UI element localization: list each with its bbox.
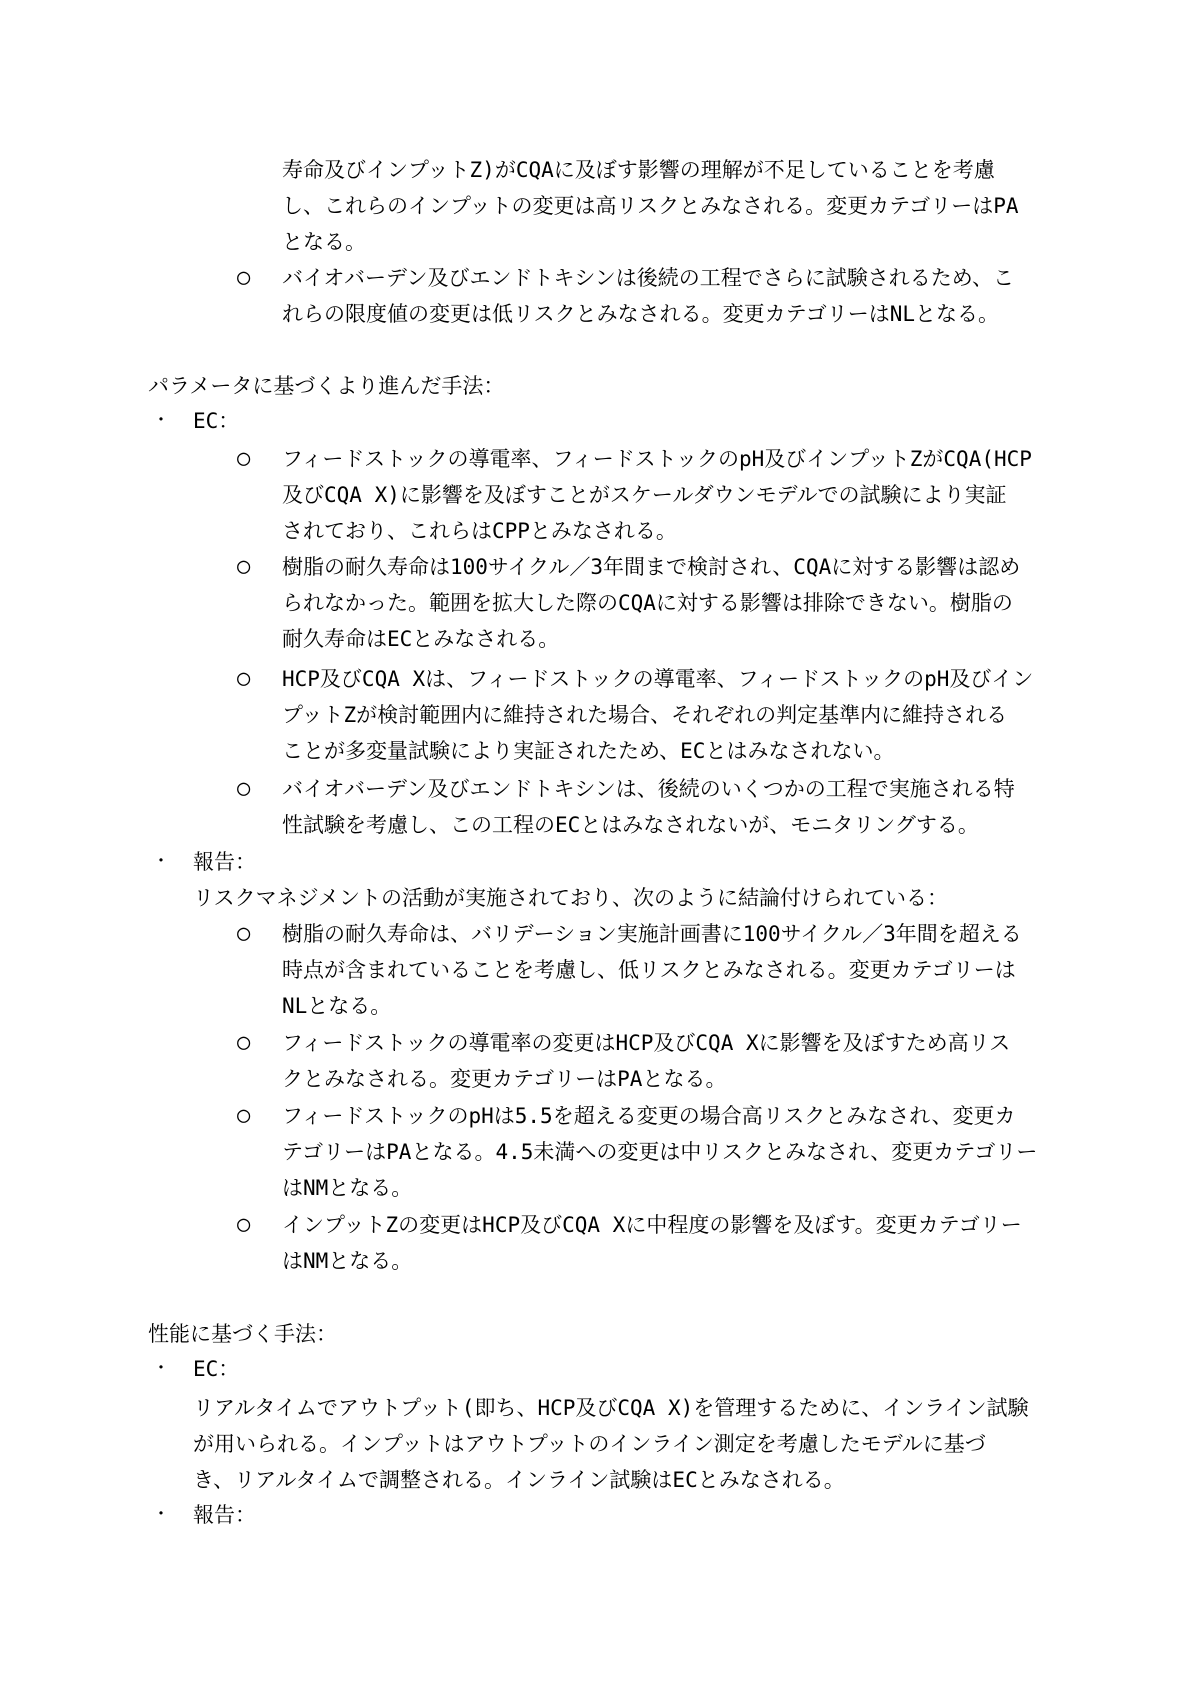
- circle-bullet-icon: ○: [237, 446, 251, 471]
- circle-bullet-icon: ○: [237, 666, 251, 691]
- subsection-label: EC：: [193, 1357, 240, 1381]
- section-heading: パラメータに基づくより進んだ手法：: [148, 374, 505, 398]
- text-line: れらの限度値の変更は低リスクとみなされる。変更カテゴリーはNLとなる。: [282, 302, 1000, 326]
- text-line: が用いられる。インプットはアウトプットのインライン測定を考慮したモデルに基づ: [193, 1432, 986, 1456]
- text-line: 樹脂の耐久寿命は100サイクル／3年間まで検討され、CQAに対する影響は認め: [282, 555, 1021, 579]
- circle-bullet-icon: ○: [237, 554, 251, 579]
- text-line: られなかった。範囲を拡大した際のCQAに対する影響は排除できない。樹脂の: [282, 591, 1013, 615]
- text-line: 耐久寿命はECとみなされる。: [282, 627, 560, 651]
- text-line: されており、これらはCPPとみなされる。: [282, 519, 677, 543]
- text-line: インプットZの変更はHCP及びCQA Xに中程度の影響を及ぼす。変更カテゴリー: [282, 1213, 1022, 1237]
- text-line: フィードストックの導電率、フィードストックのpH及びインプットZがCQA(HCP: [282, 447, 1032, 471]
- circle-bullet-icon: ○: [237, 921, 251, 946]
- text-line: 及びCQA X)に影響を及ぼすことがスケールダウンモデルでの試験により実証: [282, 483, 1007, 507]
- text-line: 樹脂の耐久寿命は、バリデーション実施計画書に100サイクル／3年間を超える: [282, 922, 1022, 946]
- subsection-label: 報告：: [193, 850, 256, 874]
- report-intro: リスクマネジメントの活動が実施されており、次のように結論付けられている：: [193, 886, 948, 910]
- circle-bullet-icon: ○: [237, 1103, 251, 1128]
- bullet-icon: ・: [152, 1504, 170, 1525]
- subsection-label: EC：: [193, 409, 240, 433]
- text-line: はNMとなる。: [282, 1249, 413, 1273]
- text-line: HCP及びCQA Xは、フィードストックの導電率、フィードストックのpH及びイン: [282, 667, 1034, 691]
- text-line: プットZが検討範囲内に維持された場合、それぞれの判定基準内に維持される: [282, 703, 1008, 727]
- circle-bullet-icon: ○: [237, 265, 251, 290]
- text-line: 時点が含まれていることを考慮し、低リスクとみなされる。変更カテゴリーは: [282, 958, 1016, 982]
- text-line: 寿命及びインプットZ)がCQAに及ぼす影響の理解が不足していることを考慮: [282, 158, 995, 182]
- text-line: ことが多変量試験により実証されたため、ECとはみなされない。: [282, 739, 895, 763]
- text-line: き、リアルタイムで調整される。インライン試験はECとみなされる。: [193, 1468, 845, 1492]
- bullet-icon: ・: [152, 410, 170, 431]
- circle-bullet-icon: ○: [237, 1212, 251, 1237]
- circle-bullet-icon: ○: [237, 776, 251, 801]
- text-line: バイオバーデン及びエンドトキシンは、後続のいくつかの工程で実施される特: [282, 777, 1015, 801]
- text-line: テゴリーはPAとなる。4.5未満への変更は中リスクとみなされ、変更カテゴリー: [282, 1140, 1038, 1164]
- section-heading: 性能に基づく手法：: [148, 1322, 337, 1346]
- bullet-icon: ・: [152, 851, 170, 872]
- text-line: はNMとなる。: [282, 1176, 413, 1200]
- text-line: バイオバーデン及びエンドトキシンは後続の工程でさらに試験されるため、こ: [282, 266, 1014, 290]
- circle-bullet-icon: ○: [237, 1030, 251, 1055]
- text-line: NLとなる。: [282, 994, 392, 1018]
- text-line: クとみなされる。変更カテゴリーはPAとなる。: [282, 1067, 727, 1091]
- text-line: フィードストックのpHは5.5を超える変更の場合高リスクとみなされ、変更カ: [282, 1104, 1016, 1128]
- text-line: フィードストックの導電率の変更はHCP及びCQA Xに影響を及ぼすため高リス: [282, 1031, 1011, 1055]
- text-line: 性試験を考慮し、この工程のECとはみなされないが、モニタリングする。: [282, 813, 979, 837]
- text-line: リアルタイムでアウトプット(即ち、HCP及びCQA X)を管理するために、インライン試験: [193, 1396, 1029, 1420]
- subsection-label: 報告：: [193, 1503, 256, 1527]
- text-line: し、これらのインプットの変更は高リスクとみなされる。変更カテゴリーはPA: [282, 194, 1019, 218]
- text-line: となる。: [282, 230, 366, 254]
- bullet-icon: ・: [152, 1358, 170, 1379]
